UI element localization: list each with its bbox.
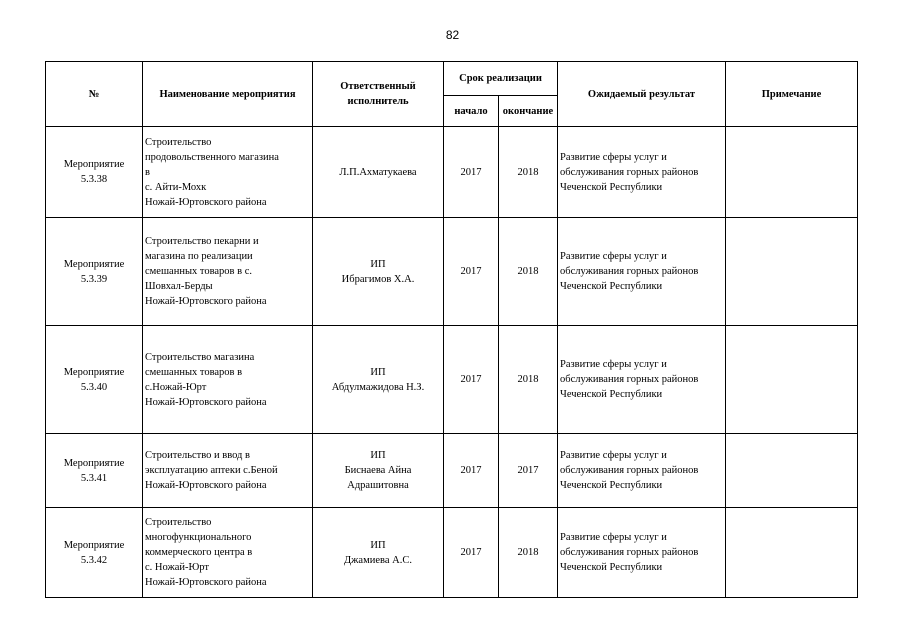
header-num: № bbox=[46, 62, 143, 127]
measure-end-year: 2018 bbox=[499, 218, 558, 326]
header-name: Наименование мероприятия bbox=[143, 62, 313, 127]
measure-note bbox=[726, 326, 858, 434]
measure-note bbox=[726, 127, 858, 218]
measure-end-year: 2018 bbox=[499, 508, 558, 598]
measure-executor: Л.П.Ахматукаева bbox=[313, 127, 444, 218]
measure-executor: ИП Джамиева А.С. bbox=[313, 508, 444, 598]
measure-name: Строительство пекарни и магазина по реализации смешанных товаров в с. Шовхал-Берды Ножай-Юртовского района bbox=[143, 218, 313, 326]
table-row bbox=[46, 218, 858, 326]
measure-end-year: 2017 bbox=[499, 434, 558, 508]
header-term: Срок реализации bbox=[444, 62, 558, 96]
measure-end-year: 2018 bbox=[499, 326, 558, 434]
measure-id: Мероприятие 5.3.39 bbox=[46, 218, 143, 326]
measure-executor: ИП Абдулмажидова Н.З. bbox=[313, 326, 444, 434]
measure-id: Мероприятие 5.3.41 bbox=[46, 434, 143, 508]
table-row bbox=[46, 508, 858, 598]
measure-id: Мероприятие 5.3.42 bbox=[46, 508, 143, 598]
measure-result: Развитие сферы услуг и обслуживания горных районов Чеченской Республики bbox=[558, 218, 726, 326]
header-start: начало bbox=[444, 96, 499, 127]
measure-name: Строительство продовольственного магазина в с. Айти-Мохк Ножай-Юртовского района bbox=[143, 127, 313, 218]
measure-name: Строительство и ввод в эксплуатацию аптеки с.Беной Ножай-Юртовского района bbox=[143, 434, 313, 508]
measure-name: Строительство многофункционального коммерческого центра в с. Ножай-Юрт Ножай-Юртовского района bbox=[143, 508, 313, 598]
measure-start-year: 2017 bbox=[444, 218, 499, 326]
measure-result: Развитие сферы услуг и обслуживания горных районов Чеченской Республики bbox=[558, 127, 726, 218]
measure-name: Строительство магазина смешанных товаров в с.Ножай-Юрт Ножай-Юртовского района bbox=[143, 326, 313, 434]
measure-executor: ИП Биснаева Айна Адрашитовна bbox=[313, 434, 444, 508]
measure-id: Мероприятие 5.3.38 bbox=[46, 127, 143, 218]
table-row bbox=[46, 127, 858, 218]
measure-start-year: 2017 bbox=[444, 508, 499, 598]
header-result: Ожидаемый результат bbox=[558, 62, 726, 127]
measures-table bbox=[45, 61, 858, 598]
measure-result: Развитие сферы услуг и обслуживания горных районов Чеченской Республики bbox=[558, 326, 726, 434]
header-note: Примечание bbox=[726, 62, 858, 127]
header-row bbox=[46, 62, 858, 96]
measure-executor: ИП Ибрагимов Х.А. bbox=[313, 218, 444, 326]
measure-note bbox=[726, 218, 858, 326]
measure-start-year: 2017 bbox=[444, 326, 499, 434]
measure-note bbox=[726, 434, 858, 508]
measure-result: Развитие сферы услуг и обслуживания горных районов Чеченской Республики bbox=[558, 508, 726, 598]
measure-note bbox=[726, 508, 858, 598]
measure-start-year: 2017 bbox=[444, 434, 499, 508]
table-row bbox=[46, 434, 858, 508]
header-executor: Ответственный исполнитель bbox=[313, 62, 444, 127]
measure-start-year: 2017 bbox=[444, 127, 499, 218]
measure-end-year: 2018 bbox=[499, 127, 558, 218]
table-row bbox=[46, 326, 858, 434]
page-number: 82 bbox=[445, 28, 460, 42]
header-end: окончание bbox=[499, 96, 558, 127]
measure-result: Развитие сферы услуг и обслуживания горных районов Чеченской Республики bbox=[558, 434, 726, 508]
measure-id: Мероприятие 5.3.40 bbox=[46, 326, 143, 434]
